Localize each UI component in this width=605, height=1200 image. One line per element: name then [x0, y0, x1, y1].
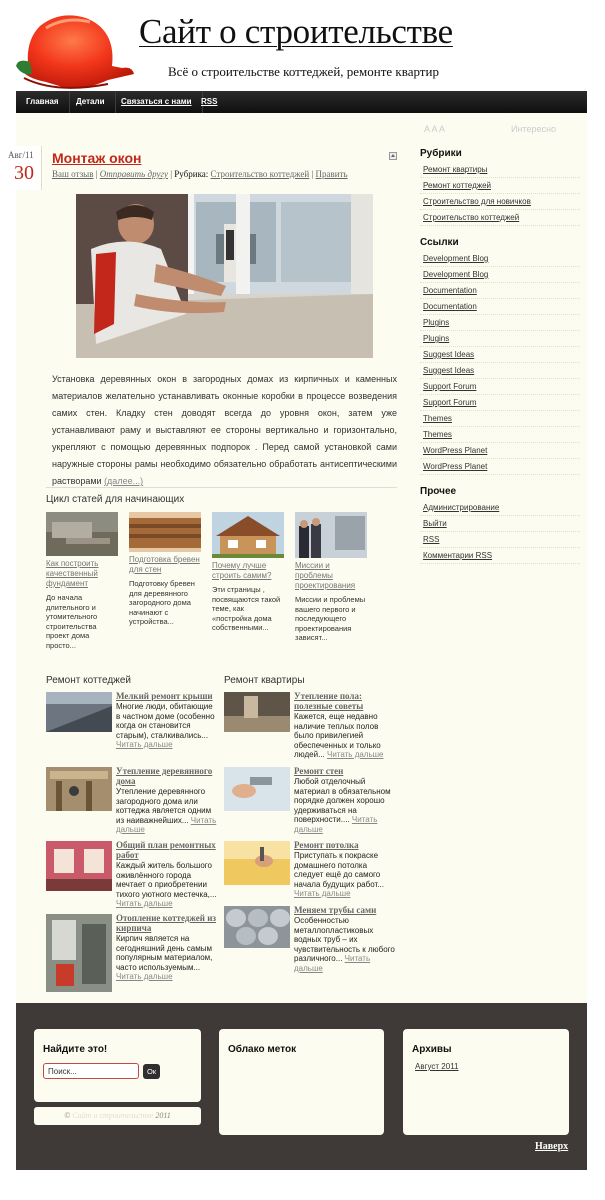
cat-item: [46, 914, 218, 992]
read-more-link[interactable]: (далее...): [104, 476, 144, 486]
sidebar-item-label[interactable]: Выйти: [423, 519, 447, 528]
cat-item-excerpt-text: Утепление деревянного загородного дома или коттеджа является одним из наиважнейших...: [116, 787, 212, 825]
nav-details[interactable]: Детали: [66, 91, 116, 113]
cycle-item: [295, 512, 367, 643]
rubric-link[interactable]: Строительство коттеджей: [210, 169, 310, 179]
sidebar-item[interactable]: [420, 532, 580, 548]
read-more-link[interactable]: Читать дальше: [294, 954, 371, 973]
sidebar-item[interactable]: [420, 178, 580, 194]
read-more-link[interactable]: Читать дальше: [116, 815, 217, 834]
review-link[interactable]: Ваш отзыв: [52, 169, 94, 179]
sidebar-item[interactable]: [420, 194, 580, 210]
cat-item-title[interactable]: Ремонт стен: [294, 767, 344, 776]
cycle-item-title[interactable]: Почему лучше строить самим?: [212, 561, 272, 580]
sidebar-item-label[interactable]: Development Blog: [423, 270, 489, 279]
sidebar-item[interactable]: [420, 299, 580, 315]
search-widget: [34, 1029, 201, 1102]
tag-cloud-title: Облако меток: [228, 1044, 297, 1055]
cycle-item-title[interactable]: Миссии и проблемы проектирования: [295, 561, 356, 590]
cat-item-image[interactable]: [46, 767, 112, 811]
header: [0, 0, 605, 90]
sidebar-section-title: Ссылки: [420, 237, 459, 248]
cat-item: [224, 906, 396, 980]
cycle-item-title[interactable]: Как построить качественный фундамент: [46, 559, 99, 588]
post-meta: Ваш отзыв | Отправить другу | Рубрика: Строительство коттеджей | Править: [52, 169, 348, 179]
sidebar-item-label[interactable]: Development Blog: [423, 254, 489, 263]
sidebar-item-label[interactable]: Suggest Ideas: [423, 366, 475, 375]
cat-item-image[interactable]: [46, 692, 112, 732]
cat-item-image[interactable]: [224, 906, 290, 948]
sidebar-item-label[interactable]: Support Forum: [423, 398, 477, 407]
cat-item-excerpt: [116, 702, 218, 750]
sidebar-item-label[interactable]: Администрирование: [423, 503, 500, 512]
send-to-friend-link[interactable]: Отправить другу: [99, 169, 168, 179]
cycle-item-excerpt: Миссии и проблемы вашего первого и последующего проектирования зависят...: [295, 595, 366, 642]
sidebar-item[interactable]: [420, 331, 580, 347]
post-title[interactable]: Монтаж окон: [52, 150, 142, 166]
cycle-title: Цикл статей для начинающих: [46, 494, 185, 505]
cat-item-excerpt: [294, 851, 396, 899]
read-more-link[interactable]: Читать дальше: [116, 740, 173, 749]
sidebar-item[interactable]: [420, 363, 580, 379]
post-image[interactable]: [76, 194, 373, 358]
cat-item-image[interactable]: [224, 767, 290, 811]
cat-item-excerpt-text: Любой отделочный материал в обязательном порядке должен хорошо удерживаться на поверхности....: [294, 777, 391, 824]
cat-item-excerpt: [294, 777, 396, 834]
sidebar-item-label[interactable]: Ремонт квартиры: [423, 165, 488, 174]
cat-item-image[interactable]: [224, 841, 290, 885]
sidebar: [420, 148, 580, 575]
archives-title: Архивы: [412, 1044, 452, 1055]
cat-item-title[interactable]: Ремонт потолка: [294, 841, 359, 850]
cycle-item-image[interactable]: [295, 512, 367, 558]
search-button[interactable]: Ок: [143, 1064, 160, 1079]
cat-item-excerpt-text: Приступать к покраске домашнего потолка следует ещё до самого начала будущих работ...: [294, 851, 384, 889]
sidebar-item[interactable]: [420, 267, 580, 283]
sidebar-item[interactable]: [420, 162, 580, 178]
cycle-item-excerpt: До начала длительного и утомительного строительства проект дома просто...: [46, 593, 98, 650]
cat-item-excerpt-text: Кажется, еще недавно наличие теплых полов было привилегией обеспеченных и только людей...: [294, 712, 381, 759]
copyright: [34, 1107, 201, 1125]
sidebar-item[interactable]: [420, 347, 580, 363]
sidebar-item[interactable]: [420, 500, 580, 516]
tag-cloud-widget: [219, 1029, 384, 1135]
cat-item-excerpt-text: Особенностью металлопластиковых водных труб – их чувствительность к любого различного...: [294, 916, 395, 963]
edit-link[interactable]: Править: [315, 169, 348, 179]
sidebar-item-label[interactable]: RSS: [423, 535, 440, 544]
sidebar-top-tools: [421, 124, 581, 138]
sidebar-categories-list: [420, 162, 580, 226]
cycle-item-excerpt: Эти страницы , посвящаются такой теме, как «постройка дома собственными...: [212, 585, 281, 632]
post-date-month: Авг/11: [8, 150, 34, 160]
site-title[interactable]: Сайт о строительстве: [139, 12, 453, 51]
sidebar-item[interactable]: [420, 443, 580, 459]
sidebar-item[interactable]: [420, 251, 580, 267]
main-nav: [16, 91, 587, 113]
cat-item-title[interactable]: Общий план ремонтных работ: [116, 841, 216, 860]
post-text: [52, 371, 397, 490]
archives-widget: [403, 1029, 569, 1135]
cat-item-title[interactable]: Отопление коттеджей из кирпича: [116, 914, 217, 933]
cat-item: [46, 841, 218, 911]
cat-item-excerpt: [116, 787, 218, 835]
search-widget-title: Найдите это!: [43, 1044, 108, 1055]
sidebar-item[interactable]: [420, 459, 580, 475]
sidebar-item-label[interactable]: WordPress Planet: [423, 446, 488, 455]
cat-item-title[interactable]: Утепление деревянного дома: [116, 767, 213, 786]
cat-item-image[interactable]: [224, 692, 290, 732]
sidebar-section-title: Рубрики: [420, 148, 462, 159]
cat-item: [224, 767, 396, 841]
sidebar-item-label[interactable]: Support Forum: [423, 382, 477, 391]
sidebar-item-label[interactable]: WordPress Planet: [423, 462, 488, 471]
collapse-up-icon[interactable]: [389, 152, 397, 160]
sidebar-item[interactable]: [420, 395, 580, 411]
sidebar-item[interactable]: [420, 283, 580, 299]
post-date: [4, 146, 42, 190]
nav-contact[interactable]: Связаться с нами: [111, 91, 203, 113]
cycle-item-image[interactable]: [46, 512, 118, 556]
cat-item-excerpt: [116, 861, 218, 909]
nav-home[interactable]: Главная: [16, 91, 70, 113]
cat-item: [46, 692, 218, 766]
post-text-body: Установка деревянных окон в загородных домах из кирпичных и каменных материалов желательно устанавливать оконные коробки в процессе возведения самих стен. Кладку стен доводят всегда до уровня окон, затем уже устанавливают раму и выставляют ее стороны вертикально и горизонтально, укрепляют с помощью деревянных подпорок . Перед самой установкой сами наружные стороны рамы необходимо обязательно обработать антисептическими растворами: [52, 374, 397, 486]
cycle-item-title[interactable]: Подготовка бревен для стен: [129, 555, 200, 574]
sidebar-item[interactable]: [420, 548, 580, 564]
read-more-link[interactable]: Читать дальше: [116, 899, 173, 908]
interesting-link[interactable]: Интересно: [511, 124, 556, 134]
sidebar-misc-list: [420, 500, 580, 564]
cat-item-excerpt-text: Каждый житель большого оживлённого города мечтает о приобретении тихого уютного местечка,...: [116, 861, 217, 899]
sidebar-item[interactable]: [420, 210, 580, 226]
cycle-item-image[interactable]: [212, 512, 284, 558]
search-input[interactable]: [43, 1063, 139, 1079]
copyright-symbol: ©: [64, 1111, 71, 1120]
sidebar-item-label[interactable]: Plugins: [423, 318, 450, 327]
sidebar-item-label[interactable]: Ремонт коттеджей: [423, 181, 491, 190]
cat-item-excerpt: [294, 712, 396, 760]
sidebar-item-label[interactable]: Documentation: [423, 302, 477, 311]
cycle-item-image[interactable]: [129, 512, 201, 552]
cat-item-title[interactable]: Меняем трубы сами: [294, 906, 377, 915]
cat-left-title: Ремонт коттеджей: [46, 675, 131, 686]
cat-item-image[interactable]: [46, 841, 112, 891]
sidebar-item[interactable]: [420, 516, 580, 532]
cat-item: [46, 767, 218, 841]
cycle-item-excerpt: Подготовку бревен для деревянного загородного дома начинают с устройства...: [129, 579, 195, 626]
rubric-label: Рубрика:: [174, 169, 209, 179]
cat-item-title[interactable]: Мелкий ремонт крыши: [116, 692, 213, 701]
read-more-link[interactable]: Читать дальше: [294, 815, 378, 834]
sidebar-item-label[interactable]: Documentation: [423, 286, 477, 295]
sidebar-item-label[interactable]: Комментарии RSS: [423, 551, 493, 560]
sidebar-item-label[interactable]: Строительство для новичков: [423, 197, 531, 206]
cat-item-image[interactable]: [46, 914, 112, 992]
read-more-link[interactable]: Читать дальше: [294, 889, 351, 898]
cycle-item: [46, 512, 118, 650]
sidebar-item-label[interactable]: Suggest Ideas: [423, 350, 475, 359]
sidebar-item-label[interactable]: Themes: [423, 430, 452, 439]
cat-item-title[interactable]: Утепление пола: полезные советы: [294, 692, 364, 711]
read-more-link[interactable]: Читать дальше: [326, 750, 384, 759]
cat-item: [224, 692, 396, 766]
font-size-controls[interactable]: A A A: [424, 124, 446, 134]
cat-item-excerpt: [116, 934, 218, 982]
cat-item: [224, 841, 396, 915]
cat-item-excerpt: [294, 916, 396, 973]
post-date-day: 30: [14, 162, 34, 184]
sidebar-item[interactable]: [420, 411, 580, 427]
sidebar-item[interactable]: [420, 427, 580, 443]
sidebar-item[interactable]: [420, 315, 580, 331]
post-separator: [46, 487, 397, 488]
sidebar-section-title: Прочее: [420, 486, 457, 497]
cat-item-excerpt-text: Многие люди, обитающие в частном доме (особенно когда он становится старым), сталкивались...: [116, 702, 215, 740]
nav-rss[interactable]: RSS: [201, 97, 218, 106]
sidebar-links-list: [420, 251, 580, 475]
copyright-site: Сайт о строительстве: [72, 1111, 154, 1120]
cycle-item: [212, 512, 284, 633]
back-to-top-link[interactable]: Наверх: [535, 1141, 569, 1152]
sidebar-item[interactable]: [420, 379, 580, 395]
hard-hat-logo-icon[interactable]: [16, 8, 138, 94]
cat-right-title: Ремонт квартиры: [224, 675, 305, 686]
read-more-link[interactable]: Читать дальше: [116, 972, 173, 981]
copyright-year: 2011: [155, 1111, 171, 1120]
sidebar-item-label[interactable]: Plugins: [423, 334, 450, 343]
site-tagline: Всё о строительстве коттеджей, ремонте квартир: [168, 64, 439, 79]
sidebar-item-label[interactable]: Строительство коттеджей: [423, 213, 520, 222]
archive-link[interactable]: Август 2011: [415, 1062, 459, 1071]
sidebar-item-label[interactable]: Themes: [423, 414, 452, 423]
cycle-item: [129, 512, 201, 627]
cat-item-excerpt-text: Кирпич является на сегодняшний день самым популярным материалом, часто используемым...: [116, 934, 213, 972]
